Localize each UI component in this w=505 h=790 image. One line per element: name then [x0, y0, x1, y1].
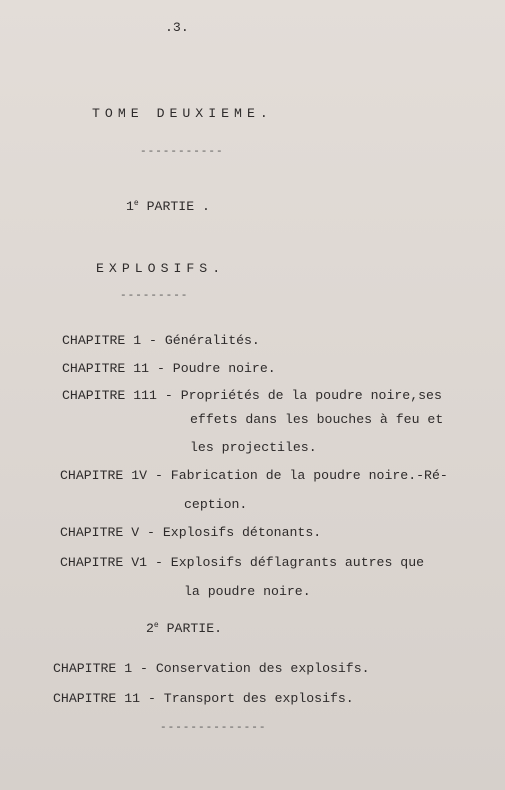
chapter-3-continuation-1: effets dans les bouches à feu et: [190, 412, 444, 427]
chapter-6-line: CHAPITRE V1 - Explosifs déflagrants autres que: [60, 555, 425, 570]
part-2-heading: 2e PARTIE.: [146, 621, 223, 636]
part2-chapter-1-line: CHAPITRE 1 - Conservation des explosifs.: [53, 661, 370, 676]
page-number: .3.: [165, 20, 189, 35]
part-1-heading: 1e PARTIE .: [126, 199, 210, 214]
part2-chapter-2-line: CHAPITRE 11 - Transport des explosifs.: [53, 691, 354, 706]
chapter-4-continuation: ception.: [184, 497, 248, 512]
divider-bottom: --------------: [160, 722, 267, 734]
divider-top: -----------: [140, 146, 224, 158]
chapter-4-line: CHAPITRE 1V - Fabrication de la poudre noire.-Ré-: [60, 468, 448, 483]
section-title: EXPLOSIFS.: [96, 261, 226, 276]
divider-section: ---------: [120, 290, 189, 302]
chapter-3-line: CHAPITRE 111 - Propriétés de la poudre noire,ses: [62, 388, 442, 403]
chapter-6-continuation: la poudre noire.: [184, 584, 311, 599]
chapter-2-line: CHAPITRE 11 - Poudre noire.: [62, 361, 276, 376]
tome-title: TOME DEUXIEME.: [92, 106, 273, 121]
chapter-5-line: CHAPITRE V - Explosifs détonants.: [60, 525, 322, 540]
chapter-3-continuation-2: les projectiles.: [190, 440, 317, 455]
chapter-1-line: CHAPITRE 1 - Généralités.: [62, 333, 260, 348]
